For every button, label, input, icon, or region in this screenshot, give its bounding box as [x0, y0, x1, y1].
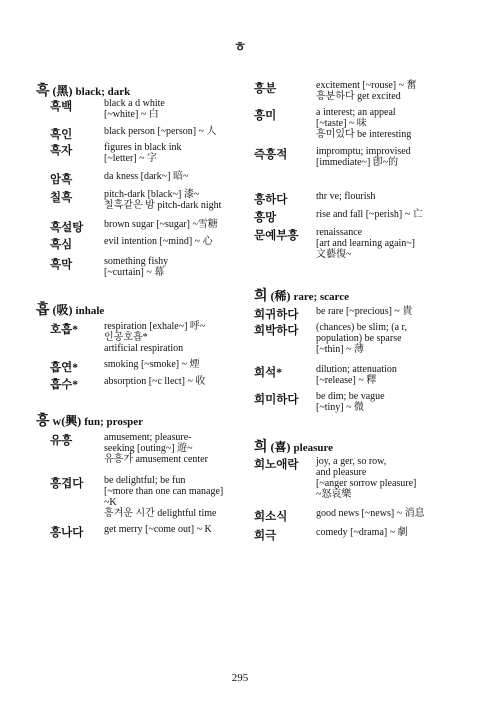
definition-line: [~more than one can manage]	[104, 486, 224, 497]
section-heading	[254, 436, 333, 456]
entry-term: 흥겹다	[50, 478, 84, 490]
definition-line: something fishy	[104, 256, 169, 267]
definition-line: 흥겨운 시간 delightful time	[104, 508, 217, 519]
definition-line: seeking [outing~] 遊~	[104, 443, 193, 454]
definition-line: respiration [exhale~] 呼~	[104, 321, 206, 332]
section-heading	[36, 410, 143, 430]
definition-line: artificial respiration	[104, 343, 184, 354]
entry-term: 희박하다	[254, 325, 299, 337]
entry-definition	[316, 227, 456, 260]
entry-definition	[316, 306, 456, 317]
entry-definition	[104, 98, 239, 120]
definition-line: [immediate~] 卽~的	[316, 157, 399, 168]
definition-line: population) be sparse	[316, 333, 402, 344]
entry-definition	[316, 527, 456, 538]
definition-line: 文藝復~	[316, 249, 352, 260]
entry-term: 희노애락	[254, 459, 299, 471]
definition-line: 인공호흡*	[104, 332, 148, 343]
headword: 흥	[36, 414, 50, 429]
entry-definition	[104, 376, 239, 387]
entry-term: 흥망	[254, 212, 277, 224]
headword-hanja: (吸)	[52, 303, 73, 317]
definition-line: good news [~news] ~ 消息	[316, 508, 425, 519]
entry-term: 희미하다	[254, 394, 299, 406]
headword-gloss: rare; scarce	[293, 291, 350, 303]
definition-line: be rare [~precious] ~ 貴	[316, 306, 413, 317]
definition-line: renaissance	[316, 227, 363, 238]
headword: 희	[254, 289, 268, 304]
entry-term: 유흥	[50, 435, 73, 447]
entry-definition	[104, 432, 239, 465]
entry-term: 암흑	[50, 174, 73, 186]
definition-line: 흥미있다 be interesting	[316, 129, 412, 140]
entry-term: 흡수*	[50, 379, 78, 391]
entry-definition	[104, 189, 239, 211]
headword-hanja: (稀)	[270, 289, 291, 303]
definition-line: [~tiny] ~ 微	[316, 402, 365, 413]
headword-hanja: (喜)	[270, 440, 291, 454]
definition-line: ~K	[104, 497, 117, 508]
entry-term: 희석*	[254, 367, 282, 379]
entry-definition	[104, 126, 239, 137]
entry-term: 희소식	[254, 511, 288, 523]
entry-term: 희귀하다	[254, 309, 299, 321]
headword-gloss: inhale	[75, 305, 105, 317]
entry-term: 흑인	[50, 129, 73, 141]
definition-line: 칠흑같은 밤 pitch-dark night	[104, 200, 222, 211]
entry-definition	[316, 209, 456, 220]
entry-term: 흥미	[254, 110, 277, 122]
definition-line: impromptu; improvised	[316, 146, 411, 157]
definition-line: da kness [dark~] 暗~	[104, 171, 189, 182]
definition-line: comedy [~drama] ~ 劇	[316, 527, 408, 538]
entry-definition	[104, 321, 239, 354]
definition-line: figures in black ink	[104, 142, 182, 153]
definition-line: excitement [~rouse] ~ 奮	[316, 80, 417, 91]
entry-definition	[316, 322, 456, 355]
entry-term: 호흡*	[50, 324, 78, 336]
entry-term: 희극	[254, 530, 277, 542]
section-heading	[36, 80, 130, 100]
entry-definition	[316, 391, 456, 413]
entry-term: 흑자	[50, 145, 73, 157]
definition-line: and pleasure	[316, 467, 367, 478]
definition-line: rise and fall [~perish] ~ 亡	[316, 209, 423, 220]
entry-term: 흑설탕	[50, 222, 84, 234]
definition-line: [art and learning again~]	[316, 238, 415, 249]
definition-line: [~thin] ~ 薄	[316, 344, 365, 355]
headword-hanja: (黑)	[52, 84, 73, 98]
definition-line: get merry [~come out] ~ K	[104, 524, 212, 535]
definition-line: absorption [~c llect] ~ 收	[104, 376, 206, 387]
definition-line: [~white] ~ 白	[104, 109, 159, 120]
entry-term: 흑백	[50, 101, 73, 113]
definition-line: black person [~person] ~ 人	[104, 126, 217, 137]
definition-line: amusement; pleasure-	[104, 432, 192, 443]
definition-line: [~release] ~ 釋	[316, 375, 377, 386]
entry-term: 문예부흥	[254, 230, 299, 242]
entry-term: 칠흑	[50, 192, 73, 204]
definition-line: joy, a ger, so row,	[316, 456, 387, 467]
entry-definition	[104, 256, 239, 278]
headword-gloss: pleasure	[293, 442, 334, 454]
definition-line: thr ve; flourish	[316, 191, 376, 202]
entry-term: 즉흥적	[254, 149, 288, 161]
entry-term: 흡연*	[50, 362, 78, 374]
entry-definition	[316, 146, 456, 168]
entry-definition	[316, 508, 456, 519]
entry-term: 흥하다	[254, 194, 288, 206]
definition-line: dilution; attenuation	[316, 364, 397, 375]
entry-definition	[316, 80, 456, 102]
entry-term: 흑막	[50, 259, 73, 271]
definition-line: [~letter] ~ 字	[104, 153, 158, 164]
section-heading	[36, 299, 104, 319]
definition-line: be delightful; be fun	[104, 475, 186, 486]
definition-line: 유흥가 amusement center	[104, 454, 208, 465]
entry-definition	[104, 171, 239, 182]
entry-definition	[104, 475, 239, 519]
entry-definition	[104, 359, 239, 370]
entry-definition	[316, 456, 456, 500]
entry-term: 흑심	[50, 239, 73, 251]
definition-line: black a d white	[104, 98, 165, 109]
entry-definition	[104, 236, 239, 247]
definition-line: brown sugar [~sugar] ~雪糖	[104, 219, 218, 230]
headword-gloss: black; dark	[75, 86, 131, 98]
headword: 희	[254, 440, 268, 455]
definition-line: 흥분하다 get excited	[316, 91, 401, 102]
entry-term: 흥분	[254, 83, 277, 95]
entry-term: 흥나다	[50, 527, 84, 539]
entry-definition	[104, 219, 239, 230]
definition-line: [~curtain] ~ 幕	[104, 267, 165, 278]
entry-definition	[316, 191, 456, 202]
definition-line: [~anger sorrow pleasure]	[316, 478, 417, 489]
headword-hanja: w(興)	[52, 414, 82, 428]
definition-line: a interest; an appeal	[316, 107, 396, 118]
entry-definition	[104, 524, 239, 535]
definition-line: ~怒哀樂	[316, 489, 352, 500]
headword: 흑	[36, 84, 50, 99]
definition-line: pitch-dark [black~] 漆~	[104, 189, 200, 200]
definition-line: (chances) be slim; (a r,	[316, 322, 407, 333]
section-heading	[254, 285, 349, 305]
entry-definition	[316, 364, 456, 386]
headword: 흡	[36, 303, 50, 318]
headword-gloss: fun; prosper	[84, 416, 143, 428]
definition-line: [~taste] ~ 味	[316, 118, 367, 129]
page-number: 295	[231, 672, 249, 684]
entry-definition	[104, 142, 239, 164]
running-head: ㅎ	[233, 39, 247, 54]
definition-line: be dim; be vague	[316, 391, 385, 402]
entry-definition	[316, 107, 456, 140]
definition-line: evil intention [~mind] ~ 心	[104, 236, 213, 247]
definition-line: smoking [~smoke] ~ 煙	[104, 359, 200, 370]
